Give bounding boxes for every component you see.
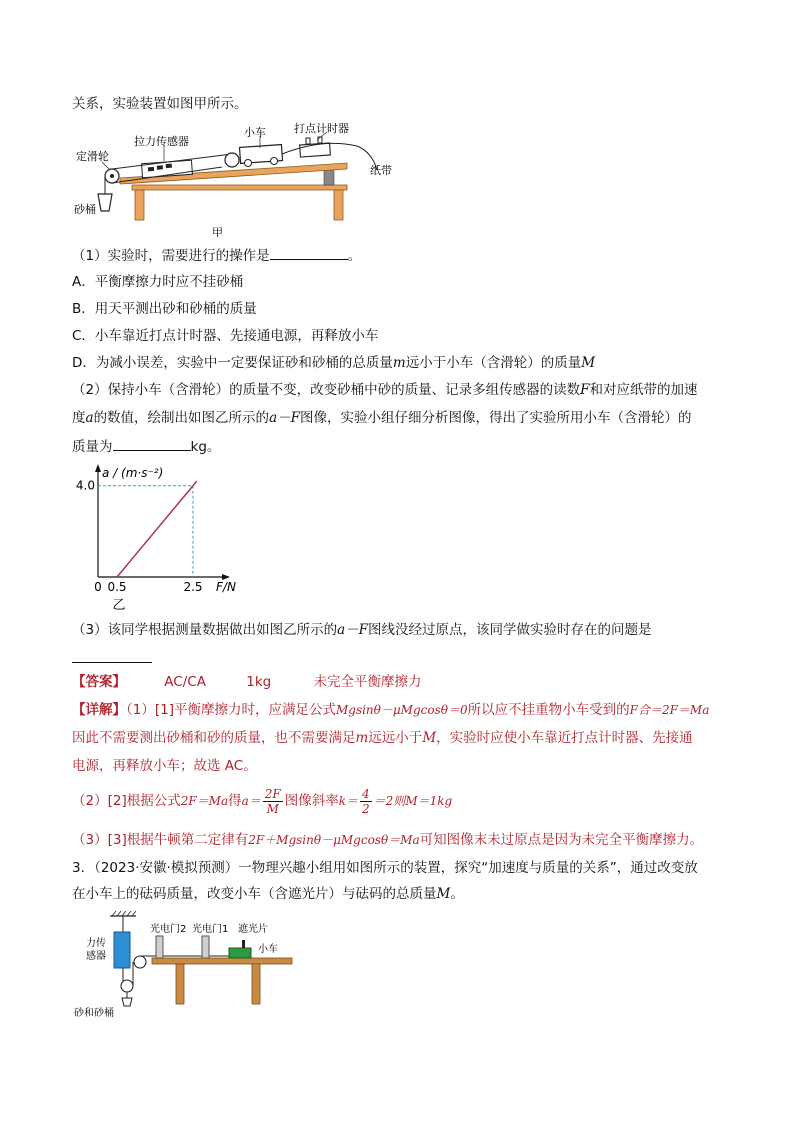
detail-line-5: （3）[3]根据牛顿第二定律有2F＋Mgsinθ－μMgcosθ＝Ma可知图像末未过原点是因为未完全平衡摩擦力。 [72,832,704,848]
label-timer: 打点计时器 [294,122,349,135]
y-axis-arrow [95,464,101,472]
label-sand-bucket: 砂和砂桶 [74,1008,114,1019]
x-tick-0.5: 0.5 [107,580,127,594]
figure-jia-apparatus [72,118,402,240]
label-gate1: 光电门1 [192,924,229,935]
fraction-4-over-2: $\frac{4}{2}$ [362,786,370,816]
option-a: A．平衡摩擦力时应不挂砂桶 [72,274,244,290]
answer-3: 未完全平衡摩擦力 [313,674,422,690]
label-sensor: 拉力传感器 [134,135,189,148]
detail-line-1: 【详解】（1）[1]平衡摩擦力时，应满足公式Mgsinθ－μMgcosθ＝0所以应不挂重物小车受到的F合＝2F＝Ma [72,702,710,718]
x-tick-2.5: 2.5 [183,580,203,594]
answer-blank-2[interactable] [113,436,191,451]
label-cart-2: 小车 [258,944,278,955]
label-force-sensor-1: 力传 [86,938,106,949]
label-tape: 纸带 [370,164,392,177]
answer-line [72,672,422,692]
label-cart: 小车 [244,126,266,139]
question-2-line-2: 度a的数值，绘制出如图乙所示的a－F图像，实验小组仔细分析图像，得出了实验所用小车（含滑轮）的 [72,410,692,426]
question-2-line-3: 质量为 kg。 [72,436,220,457]
answer-label: 【答案】 [72,674,126,690]
answer-1: AC/CA [164,674,206,690]
answer-2: 1kg [246,674,272,690]
figure-2-apparatus [72,910,312,1020]
figure-caption-yi: 乙 [112,598,126,613]
detail-line-2: 因此不需要测出砂桶和砂的质量，也不需要满足m远远小于M，实验时应使小车靠近打点计时器、先接通 [72,730,693,746]
answer-blank-1[interactable] [270,245,348,260]
question-1: （1）实验时，需要进行的操作是 。 [72,245,361,266]
problem-3-line-2: 在小车上的砝码质量，改变小车（含遮光片）与砝码的总质量M。 [72,886,464,902]
figure-yi-a-F-chart [72,462,292,614]
figure-caption-jia: 甲 [212,226,223,239]
y-tick-4.0: 4.0 [75,478,95,493]
question-3: （3）该同学根据测量数据做出如图乙所示的a－F图线没经过原点，该同学做实验时存在的问题是 [72,622,652,638]
x-tick-0: 0 [94,580,102,594]
detail-line-4: （2）[2]根据公式2F＝Ma得a＝ $\frac{2F}{M}$ 图像斜率k＝ $\frac{4}{2}$ ＝2则M＝1kg [72,786,453,816]
answer-blank-3[interactable] [72,648,152,669]
fraction-2F-over-M: $\frac{2F}{M}$ [264,786,281,816]
problem-3-line-1: 3．（2023·安徽·模拟预测）一物理兴趣小组用如图所示的装置，探究“加速度与质量的关系”，通过改变放 [72,860,698,876]
y-axis-label: a / (m·s⁻²) [102,466,164,480]
label-force-sensor-2: 感器 [86,951,106,962]
label-bucket: 砂桶 [74,203,96,216]
label-gate2: 光电门2 [150,924,187,935]
label-shade: 遮光片 [238,924,268,935]
x-axis-label: F/N [216,580,236,594]
option-d: D．为减小误差，实验中一定要保证砂和砂桶的总质量m远小于小车（含滑轮）的质量M [72,355,596,371]
label-pulley: 定滑轮 [76,150,109,163]
option-b: B．用天平测出砂和砂桶的质量 [72,301,257,317]
detail-line-3: 电源，再释放小车；故选 AC。 [72,758,257,774]
intro-text: 关系，实验装置如图甲所示。 [72,96,248,112]
option-c: C．小车靠近打点计时器、先接通电源，再释放小车 [72,328,379,344]
question-2-line-1: （2）保持小车（含滑轮）的质量不变，改变砂桶中砂的质量、记录多组传感器的读数F和对应纸带的加速 [72,382,698,398]
series-line [117,481,197,577]
